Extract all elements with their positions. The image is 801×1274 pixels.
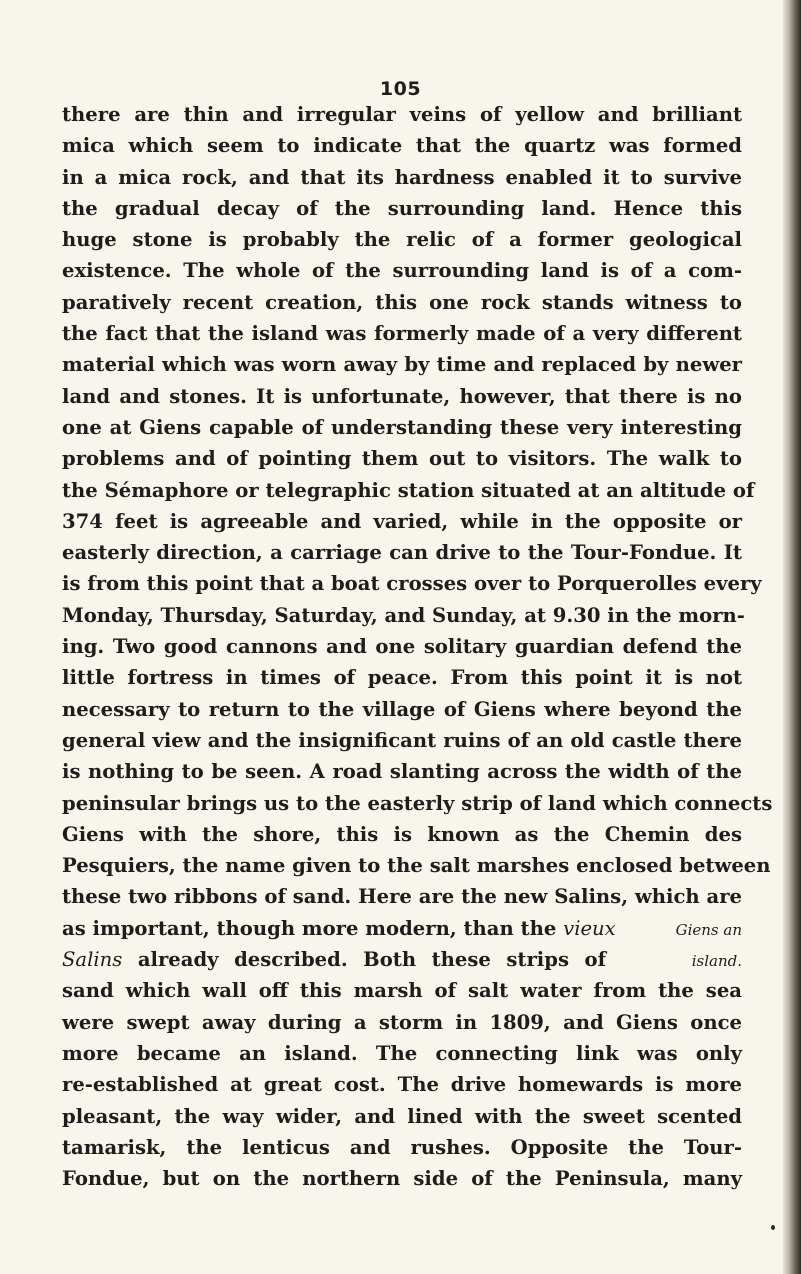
text-line: these two ribbons of sand. Here are the new Salins, which are	[62, 885, 742, 909]
margin-note: Giens an	[675, 920, 742, 939]
text-line: more became an island. The connecting link was only	[62, 1041, 742, 1065]
text-line: the Sémaphore or telegraphic station situated at an altitude of	[62, 478, 755, 502]
text-line: there are thin and irregular veins of yellow and brilliant	[62, 103, 742, 126]
page-number: 105	[379, 78, 422, 100]
text-line: is from this point that a boat crosses over to Porquerolles every	[62, 572, 762, 596]
text-line: huge stone is probably the relic of a former geological	[62, 228, 742, 252]
text-line: general view and the insignificant ruins of an old castle there	[62, 728, 742, 752]
text-line: mica which seem to indicate that the quartz was formed	[62, 134, 742, 158]
text-line: material which was worn away by time and replaced by newer	[62, 353, 742, 377]
text-line: Fondue, but on the northern side of the Peninsula, many	[62, 1167, 742, 1191]
text-line: ing. Two good cannons and one solitary guardian defend the	[62, 635, 742, 659]
text-line: is nothing to be seen. A road slanting across the width of the	[62, 760, 742, 784]
text-line: easterly direction, a carriage can drive to the Tour-Fondue. It	[62, 541, 742, 565]
text-line: 374 feet is agreeable and varied, while in the opposite or	[62, 509, 742, 533]
italic-term: Salins	[62, 948, 123, 972]
text-line: problems and of pointing them out to visitors. The walk to	[62, 447, 742, 471]
text-line: Giens with the shore, this is known as the Chemin des	[62, 822, 742, 846]
text-line: in a mica rock, and that its hardness enabled it to survive	[62, 165, 742, 189]
body-text	[62, 99, 773, 1194]
stray-dot-mark	[771, 1225, 775, 1230]
italic-term: vieux	[563, 916, 616, 940]
text-line: little fortress in times of peace. From this point it is not	[62, 666, 742, 690]
text-line: paratively recent creation, this one rock stands witness to	[62, 290, 742, 314]
text-line: land and stones. It is unfortunate, however, that there is no	[62, 384, 742, 408]
text-line: Pesquiers, the name given to the salt marshes enclosed between	[62, 854, 771, 878]
text-line: were swept away during a storm in 1809, and Giens once	[62, 1010, 742, 1034]
text-line: tamarisk, the lenticus and rushes. Opposite the Tour-	[62, 1135, 742, 1159]
text-line-main	[62, 944, 606, 975]
text-line-main	[62, 913, 616, 944]
text-run: already described. Both these strips of	[122, 948, 606, 972]
text-line: peninsular brings us to the easterly strip of land which connects	[62, 791, 773, 815]
text-line: existence. The whole of the surrounding land is of a com-	[62, 259, 742, 283]
text-line: one at Giens capable of understanding these very interesting	[62, 415, 742, 439]
text-line: re-established at great cost. The drive homewards is more	[62, 1073, 742, 1097]
text-line: the fact that the island was formerly made of a very different	[62, 322, 742, 346]
text-line: Monday, Thursday, Saturday, and Sunday, at 9.30 in the morn-	[62, 603, 745, 627]
text-run: as important, though more modern, than the	[62, 916, 564, 940]
text-line-with-margin-note	[62, 944, 742, 975]
margin-note: island.	[691, 952, 742, 971]
text-line: necessary to return to the village of Giens where beyond the	[62, 697, 742, 721]
text-line: the gradual decay of the surrounding land. Hence this	[62, 196, 742, 220]
text-line-with-margin-note	[62, 913, 742, 944]
page-edge-shadow	[783, 0, 801, 1274]
text-line: pleasant, the way wider, and lined with the sweet scented	[62, 1104, 742, 1128]
text-line: sand which wall off this marsh of salt water from the sea	[62, 979, 742, 1003]
